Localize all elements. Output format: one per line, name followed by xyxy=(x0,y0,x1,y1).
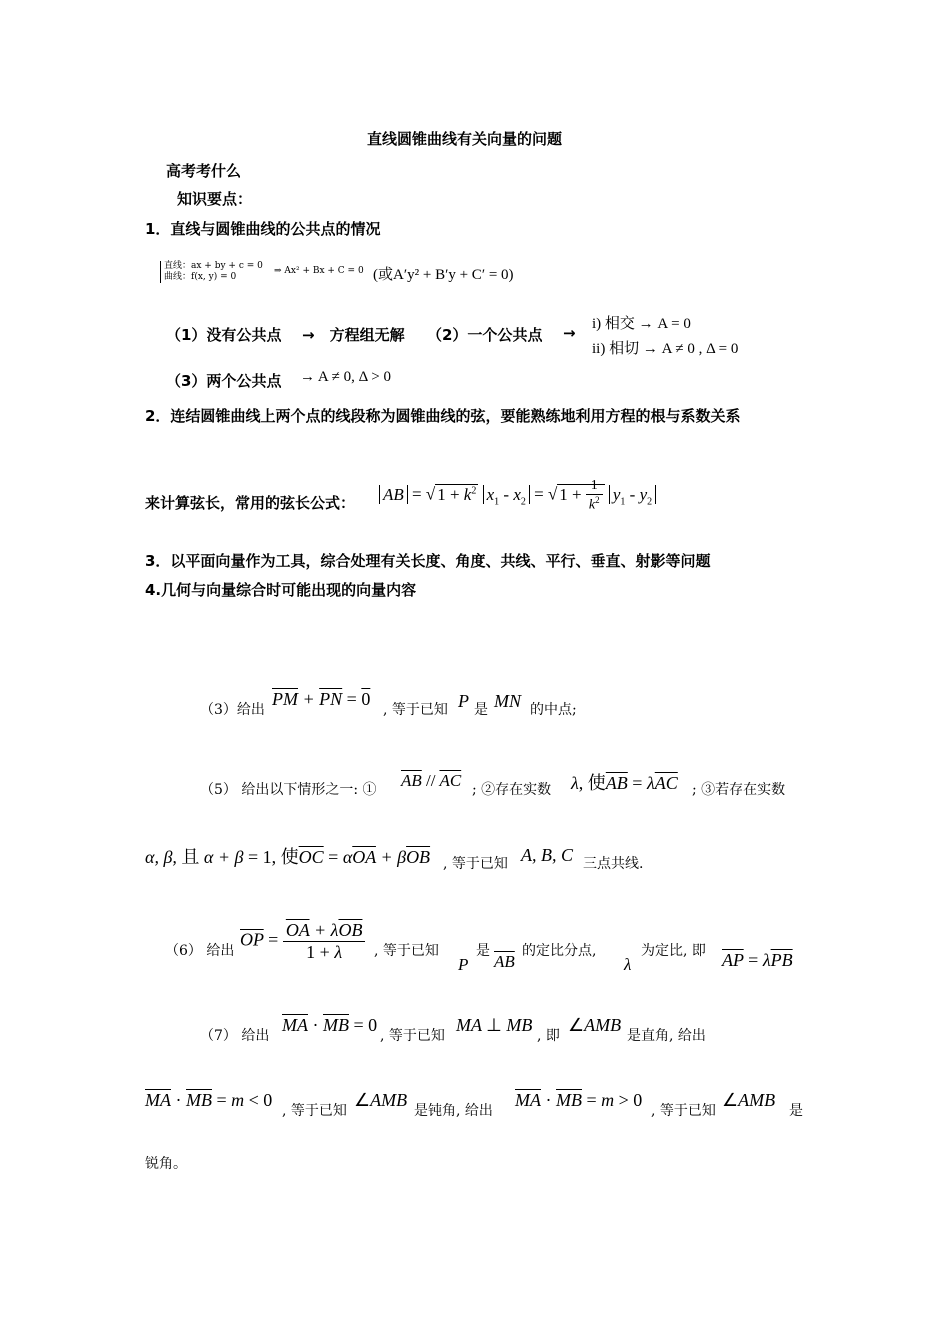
section-heading: 高考考什么 xyxy=(166,162,242,180)
p7-obtuse: 是钝角, 给出 xyxy=(414,1103,493,1119)
equation-system xyxy=(160,261,263,283)
p3-formula: $\overline{PM} + \overline{PN} = 0$ xyxy=(272,689,371,709)
p5-line2-mid: , 等于已知 xyxy=(443,856,508,872)
case1-label: （1）没有公共点 xyxy=(166,326,282,344)
p7-acute: 锐角。 xyxy=(145,1156,187,1172)
system-curve: 曲线：f(x, y) = 0 xyxy=(164,272,237,282)
p6-text3: 为定比, 即 xyxy=(641,943,706,959)
p7-is-end: 是 xyxy=(789,1103,803,1119)
p6-ratio: $\overline{AP} = \lambda\overline{PB}$ xyxy=(722,950,793,970)
item2-line1: 2．连结圆锥曲线上两个点的线段称为圆锥曲线的弦，要能熟练地利用方程的根与系数关系 xyxy=(145,407,741,425)
p7-angle-3: ∠AMB xyxy=(722,1090,776,1110)
p7-dot-neg: $\overline{MA} \cdot \overline{MB} = m < 0$ xyxy=(145,1090,273,1110)
chord-length-formula: AB = √ $1 + k^2$ $x_1 - x_2$ = √ 1 + $\frac{1}{k^2}$ $y_1 - y_2$ xyxy=(379,478,656,514)
p3-lead: （3）给出 xyxy=(200,702,265,718)
p7-l2-mid2: , 等于已知 xyxy=(651,1103,716,1119)
p3-segment: MN xyxy=(494,691,521,711)
subheading: 知识要点： xyxy=(177,190,253,208)
p3-tail: 的中点; xyxy=(530,702,577,718)
p7-right: 是直角, 给出 xyxy=(627,1028,706,1044)
case3-label: （3）两个公共点 xyxy=(166,372,282,390)
p7-lead: （7） 给出 xyxy=(200,1028,270,1044)
p7-l2-mid: , 等于已知 xyxy=(282,1103,347,1119)
p7-perp: MA ⊥ MB xyxy=(456,1015,533,1035)
p5-lead: （5） 给出以下情形之一: ① xyxy=(200,782,377,798)
p7-mid: , 等于已知 xyxy=(380,1028,445,1044)
case2-intersect: i) 相交 → A = 0 xyxy=(592,316,691,332)
case2-arrow: → xyxy=(563,324,576,342)
case2-label: （2）一个公共点 xyxy=(427,326,543,344)
p7-ji: , 即 xyxy=(537,1028,560,1044)
p6-formula: $\overline{OP}$ = $\frac{\overline{OA} + \lambda\overline{OB}}{1 + \lambda}$ xyxy=(240,920,365,963)
system-line: 直线：ax + by + c = 0 xyxy=(164,261,263,271)
item1-label: 1．直线与圆锥曲线的公共点的情况 xyxy=(145,220,381,238)
p6-text2: 的定比分点, xyxy=(522,943,597,959)
p6-segment: $\overline{AB}$ xyxy=(494,952,515,971)
p3-mid: , 等于已知 xyxy=(383,702,448,718)
item2-line2: 来计算弦长，常用的弦长公式： xyxy=(145,494,356,512)
item3: 3．以平面向量作为工具，综合处理有关长度、角度、共线、平行、垂直、射影等问题 xyxy=(145,552,711,570)
p3-point-p: P xyxy=(458,691,469,711)
p5-lambda: λ, 使$\overline{AB} = \lambda\overline{AC}$ xyxy=(571,773,678,793)
p3-is: 是 xyxy=(474,702,488,718)
p6-point-p: P xyxy=(458,955,469,974)
p5-second: ; ②存在实数 xyxy=(472,782,552,798)
p7-dot-zero: $\overline{MA} \cdot \overline{MB} = 0$ xyxy=(282,1015,378,1035)
p6-is: 是 xyxy=(476,943,490,959)
case3-result: → A ≠ 0, Δ > 0 xyxy=(300,369,391,385)
p7-dot-pos: $\overline{MA} \cdot \overline{MB} = m > 0$ xyxy=(515,1090,643,1110)
p5-line2-tail: 三点共线. xyxy=(583,856,644,872)
case2-tangent: ii) 相切 → A ≠ 0 , Δ = 0 xyxy=(592,341,739,357)
p5-third: ; ③若存在实数 xyxy=(692,782,786,798)
system-result: ⇒ Ax² + Bx + C = 0 xyxy=(274,266,364,276)
p6-lead: （6） 给出 xyxy=(165,943,235,959)
system-alt: (或A′y² + B′y + C′ = 0) xyxy=(373,267,514,283)
p5-parallel: $\overline{AB} // \overline{AC}$ xyxy=(401,771,462,790)
p5-line2-formula: α, β, 且 α + β = 1, 使$\overline{OC} = \alpha\overline{OA} + \beta\overline{OB}$ xyxy=(145,847,431,867)
p6-mid: , 等于已知 xyxy=(374,943,439,959)
p5-points: A, B, C xyxy=(521,845,573,865)
item4: 4.几何与向量综合时可能出现的向量内容 xyxy=(145,581,417,599)
page-title: 直线圆锥曲线有关向量的问题 xyxy=(367,130,563,148)
p7-angle-2: ∠AMB xyxy=(354,1090,408,1110)
p6-lambda: λ xyxy=(624,955,632,974)
p7-angle: ∠AMB xyxy=(568,1015,622,1035)
case1-result: → 方程组无解 xyxy=(302,326,405,344)
